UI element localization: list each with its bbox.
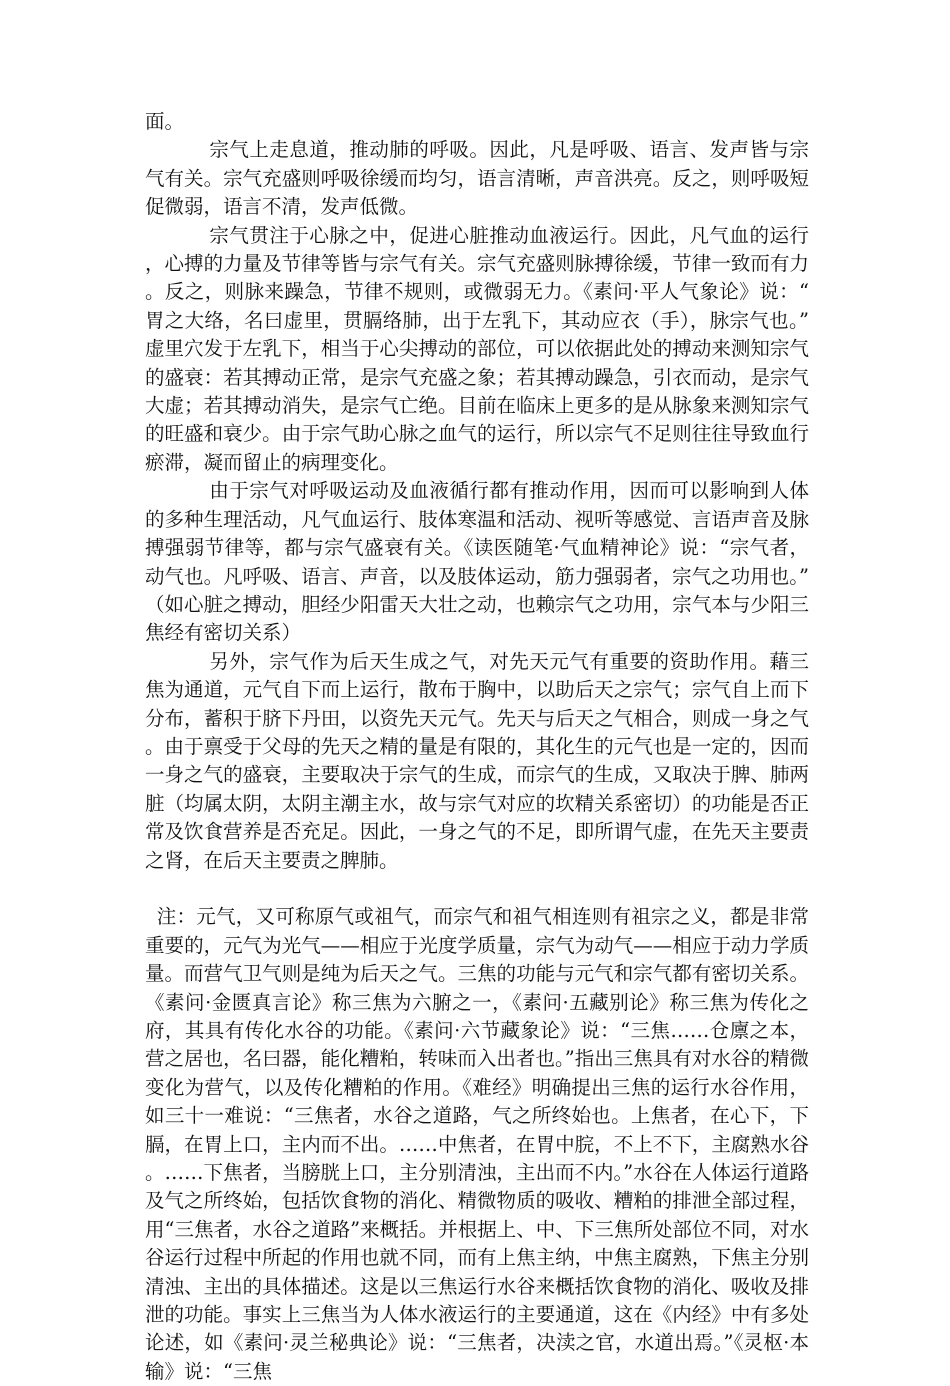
document-body — [145, 108, 809, 1386]
paragraph-continuation: 面。 — [145, 110, 185, 133]
paragraph-heart-pulse: 宗气贯注于心脉之中，促进心脏推动血液运行。因此，凡气血的运行，心搏的力量及节律等皆与宗气有关。宗气充盛则脉搏徐缓，节律一致而有力。反之，则脉来躁急，节律不规则，或微弱无力。《素问·平人气象论》说：“胃之大络，名曰虚里，贯膈络肺，出于左乳下，其动应衣（手），脉宗气也。”虚里穴发于左乳下，相当于心尖搏动的部位，可以依据此处的搏动来测知宗气的盛衰：若其搏动正常，是宗气充盛之象；若其搏动躁急，引衣而动，是宗气大虚；若其搏动消失，是宗气亡绝。目前在临床上更多的是从脉象来测知宗气的旺盛和衰少。由于宗气助心脉之血气的运行，所以宗气不足则往往导致血行瘀滞，凝而留止的病理变化。 — [145, 223, 809, 474]
paragraph-breath-function: 宗气上走息道，推动肺的呼吸。因此，凡是呼吸、语言、发声皆与宗气有关。宗气充盛则呼吸徐缓而均匀，语言清晰，声音洪亮。反之，则呼吸短促微弱，语言不清，发声低微。 — [145, 138, 809, 219]
paragraph-congenital-qi: 另外，宗气作为后天生成之气，对先天元气有重要的资助作用。藉三焦为通道，元气自下而上运行，散布于胸中，以助后天之宗气；宗气自上而下分布，蓄积于脐下丹田，以资先天元气。先天与后天之气相合，则成一身之气。由于禀受于父母的先天之精的量是有限的，其化生的元气也是一定的，因而一身之气的盛衰，主要取决于宗气的生成，而宗气的生成，又取决于脾、肺两脏（均属太阴，太阴主潮主水，故与宗气对应的坎精关系密切）的功能是否正常及饮食营养是否充足。因此，一身之气的不足，即所谓气虚，在先天主要责之肾，在后天主要责之脾肺。 — [145, 649, 809, 872]
paragraph-physiological-activity: 由于宗气对呼吸运动及血液循行都有推动作用，因而可以影响到人体的多种生理活动，凡气血运行、肢体寒温和活动、视听等感觉、言语声音及脉搏强弱节律等，都与宗气盛衰有关。《读医随笔·气血精神论》说：“宗气者，动气也。凡呼吸、语言、声音，以及肢体运动，筋力强弱者，宗气之功用也。”（如心脏之搏动，胆经少阳雷天大壮之动，也赖宗气之功用，宗气本与少阳三焦经有密切关系） — [145, 479, 809, 645]
paragraph-spacer — [145, 875, 809, 903]
note-paragraph: 注：元气，又可称原气或祖气，而宗气和祖气相连则有祖宗之义，都是非常重要的，元气为光气——相应于光度学质量，宗气为动气——相应于动力学质量。而营气卫气则是纯为后天之气。三焦的功能与元气和宗气都有密切关系。《素问·金匮真言论》称三焦为六腑之一，《素问·五藏别论》称三焦为传化之府，其具有传化水谷的功能。《素问·六节藏象论》说：“三焦……仓廪之本，营之居也，名曰器，能化糟粕，转味而入出者也。”指出三焦具有对水谷的精微变化为营气，以及传化糟粕的作用。《难经》明确提出三焦的运行水谷作用，如三十一难说：“三焦者，水谷之道路，气之所终始也。上焦者，在心下，下膈，在胃上口，主内而不出。……中焦者，在胃中脘，不上不下，主腐熟水谷。……下焦者，当膀胱上口，主分别清浊，主出而不内。”水谷在人体运行道路及气之所终始，包括饮食物的消化、精微物质的吸收、糟粕的排泄全部过程，用“三焦者，水谷之道路”来概括。并根据上、中、下三焦所处部位不同，对水谷运行过程中所起的作用也就不同，而有上焦主纳，中焦主腐熟，下焦主分别清浊、主出的具体描述。这是以三焦运行水谷来概括饮食物的消化、吸收及排泄的功能。事实上三焦当为人体水液运行的主要通道，这在《内经》中有多处论述，如《素问·灵兰秘典论》说：“三焦者，决渎之官，水道出焉。”《灵枢·本输》说：“三焦 — [145, 905, 809, 1383]
